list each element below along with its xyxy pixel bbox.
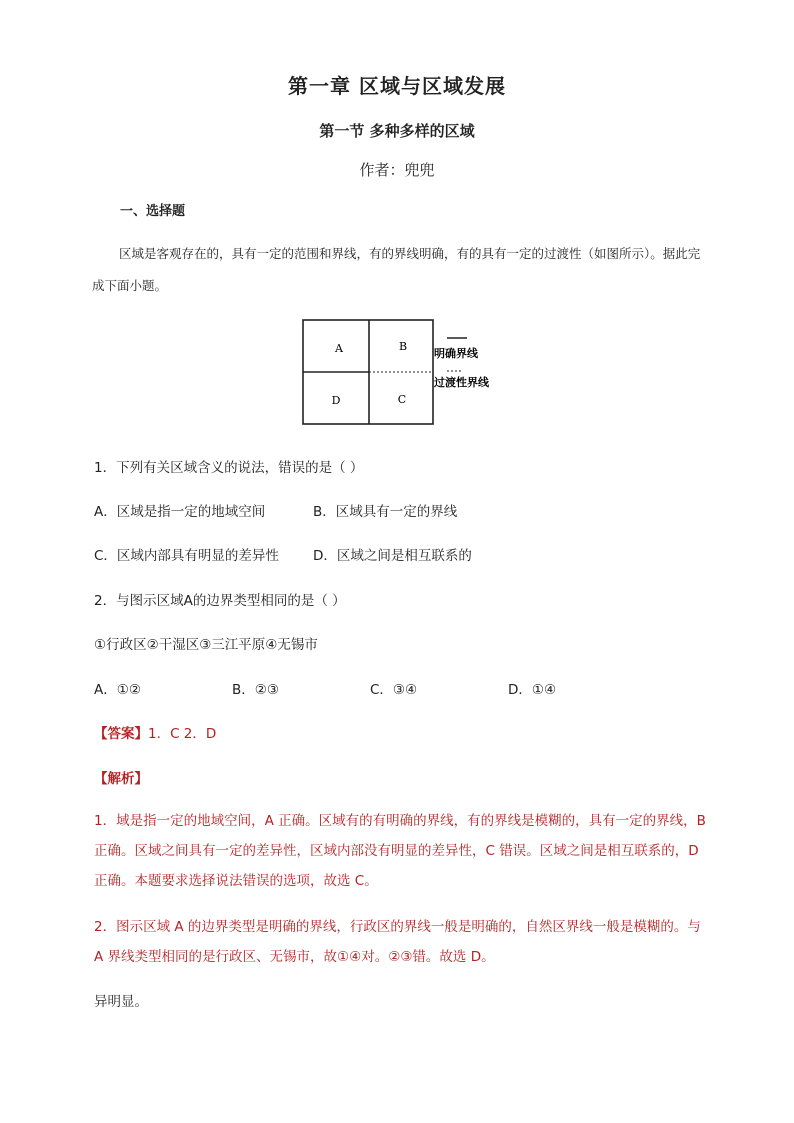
question-2-items: ①行政区②干湿区③三江平原④无锡市: [94, 637, 318, 653]
question-type-heading: 一、选择题: [120, 204, 186, 219]
question-1-option-c: C．区域内部具有明显的差异性: [94, 548, 279, 564]
question-2-option-d: D．①④: [508, 682, 557, 698]
region-d-label: D: [331, 394, 341, 407]
region-c-label: C: [397, 393, 407, 406]
analysis-heading: 【解析】: [94, 771, 148, 787]
question-2-option-a: A．①②: [94, 682, 141, 698]
question-1-option-b: B．区域具有一定的界线: [313, 504, 458, 520]
analysis-tail-text: 异明显。: [94, 994, 148, 1010]
answer-line: [94, 722, 216, 742]
legend-clear-label: 明确界线: [434, 347, 478, 360]
section-subtitle: 第一节 多种多样的区域: [319, 122, 475, 140]
answer-heading: 【答案】: [94, 726, 148, 742]
region-b-label: B: [398, 340, 408, 353]
author-line: 作者：兜兜: [359, 161, 435, 179]
analysis-paragraph-2: 2．图示区域 A 的边界类型是明确的界线，行政区的界线一般是明确的，自然区界线一般是模糊的。与 A 界线类型相同的是行政区、无锡市，故①④对。②③错。故选 D。: [94, 919, 701, 965]
question-2-option-b: B．②③: [232, 682, 279, 698]
analysis-paragraph-1: 1．域是指一定的地域空间，A 正确。区域有的有明确的界线，有的界线是模糊的，具有一定的界线，B 正确。区域之间具有一定的差异性，区域内部没有明显的差异性，C 错误。区域之间是相互联系的，D 正确。本题要求选择说法错误的选项，故选 C。: [94, 813, 706, 889]
question-2-stem: 2．与图示区域A的边界类型相同的是（ ）: [94, 593, 346, 609]
question-1-stem: 1．下列有关区域含义的说法，错误的是（ ）: [94, 460, 364, 476]
intro-paragraph: 区域是客观存在的，具有一定的范围和界线，有的界线明确，有的具有一定的过渡性（如图所示）。据此完成下面小题。: [92, 246, 701, 293]
question-1-option-d: D．区域之间是相互联系的: [313, 548, 472, 564]
region-boundary-figure: [300, 316, 510, 428]
region-a-label: A: [335, 342, 343, 355]
chapter-title: 第一章 区域与区域发展: [288, 74, 506, 98]
legend-transition-label: 过渡性界线: [434, 376, 489, 389]
question-2-option-c: C．③④: [370, 682, 418, 698]
question-1-option-a: A．区域是指一定的地域空间: [94, 504, 266, 520]
answer-text: 1．C 2．D: [148, 726, 217, 742]
